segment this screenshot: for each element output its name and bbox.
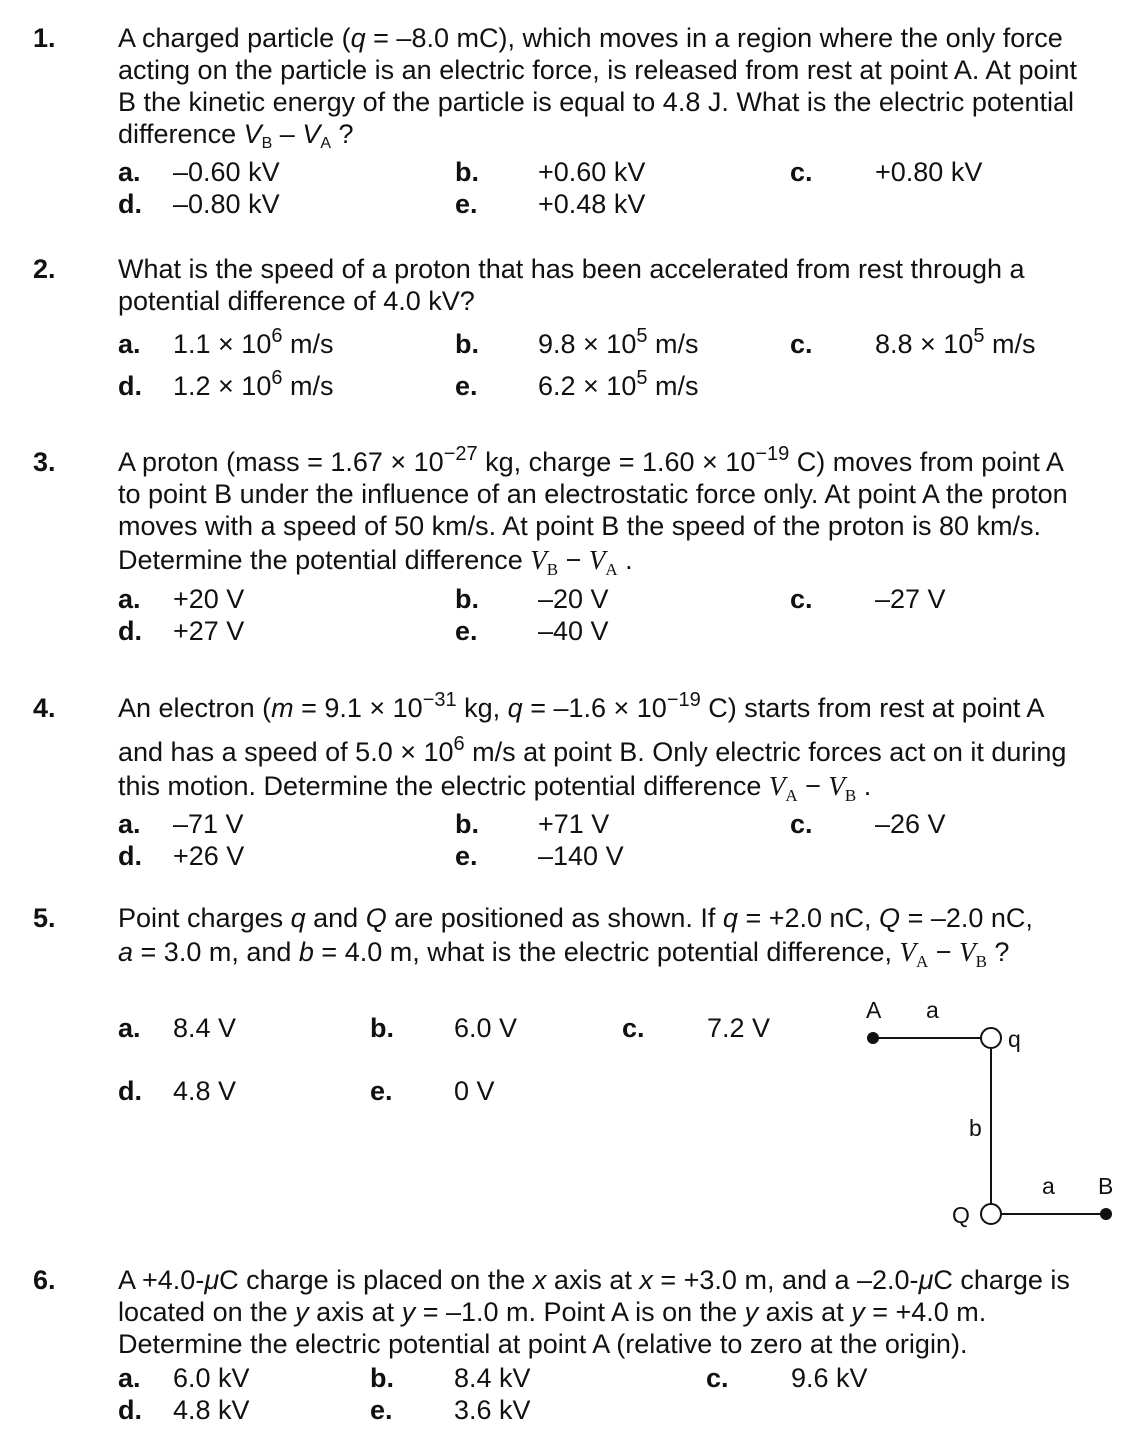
- charge-q-circle: [981, 1028, 1001, 1048]
- label-a-bottom: a: [1042, 1173, 1055, 1199]
- label-a-top: a: [926, 997, 939, 1023]
- question-number: 6.: [33, 1265, 56, 1295]
- charge-diagram: [850, 990, 1130, 1230]
- question-stem: What is the speed of a proton that has been accelerated from rest through a potential difference of 4.0 kV?: [118, 254, 1025, 316]
- question-number: 4.: [33, 693, 56, 723]
- point-a-dot: [867, 1032, 879, 1044]
- label-B: B: [1098, 1173, 1114, 1199]
- point-b-dot: [1100, 1208, 1112, 1220]
- question-stem: A +4.0-μC charge is placed on the x axis at x = +3.0 m, and a –2.0-μC charge is located on the y axis at y = –1.0 m. Point A is on the y axis at y = +4.0 m. Determine the electric potential at point A (relative to zero at the origin).: [118, 1265, 1070, 1359]
- label-A: A: [866, 997, 882, 1023]
- charge-Q-circle: [981, 1204, 1001, 1224]
- question-stem: An electron ($m = 9.1 \times 10^{-31}$ kg, $q = -1.6 \times 10^{-19}$ C) starts from rest at point A and has a speed of $5.0 \times 10^6$ m/s at point B. Only electric forces act on it during this motion. Determine the electric potential difference $V_A - V_B$ .: [118, 689, 1067, 805]
- label-b: b: [969, 1115, 982, 1141]
- question-number: 5.: [33, 903, 56, 933]
- question-stem: A proton (mass = $1.67 \times 10^{-27}$ kg, charge = $1.60 \times 10^{-19}$ C) moves from point A to point B under the influence of an electrostatic force only. At point A the proton moves with a speed of 50 km/s. At point B the speed of the proton is 80 km/s. Determine the potential difference $V_B - V_A$ .: [118, 443, 1068, 579]
- label-Q: Q: [952, 1202, 970, 1228]
- question-number: 2.: [33, 254, 56, 284]
- question-stem: A charged particle (q = –8.0 mC), which moves in a region where the only force acting on the particle is an electric force, is released from rest at point A. At point B the kinetic energy of the particle is equal to 4.8 J. What is the electric potential difference $V_B - V_A$ ?: [118, 23, 1077, 152]
- question-number: 1.: [33, 23, 56, 53]
- label-q: q: [1008, 1026, 1021, 1052]
- question-number: 3.: [33, 447, 56, 477]
- question-stem: Point charges q and Q are positioned as shown. If q = +2.0 nC, Q = –2.0 nC, a = 3.0 m, and b = 4.0 m, what is the electric potential difference, $V_A - V_B$ ?: [118, 903, 1033, 971]
